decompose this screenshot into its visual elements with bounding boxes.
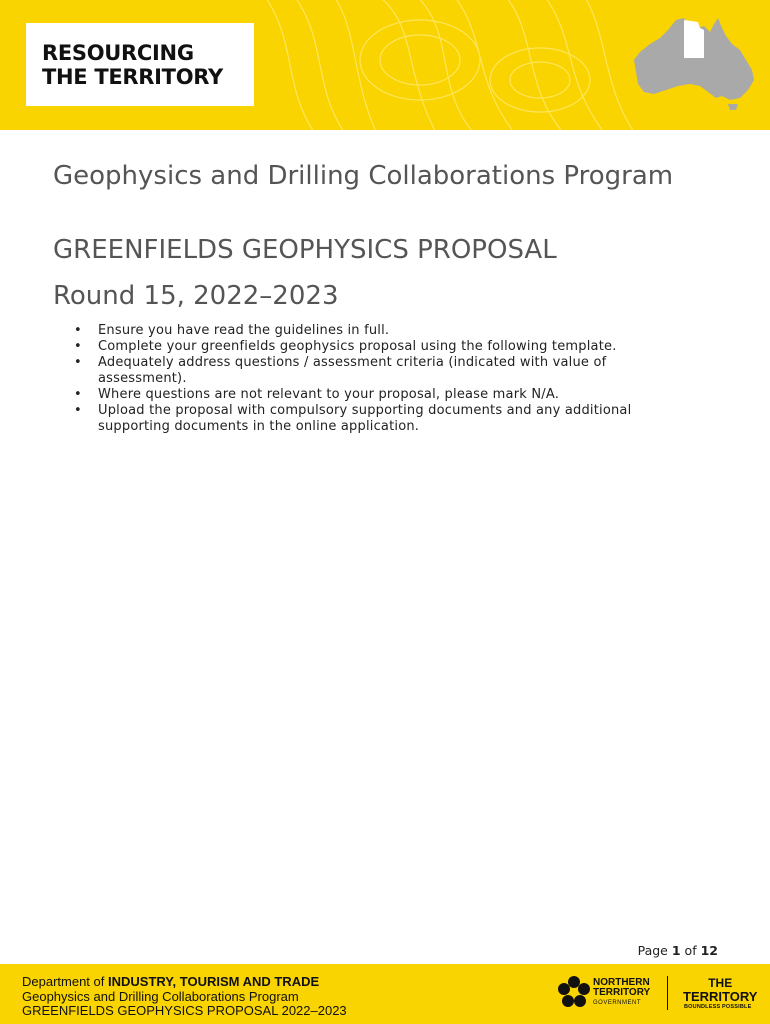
bullet-icon: • [74, 339, 82, 354]
territory-line-1: THE [708, 976, 733, 990]
list-item-text: Upload the proposal with compulsory supporting documents and any additional supporting documents in the online application. [98, 403, 632, 434]
list-item-text: Where questions are not relevant to your proposal, please mark N/A. [98, 387, 560, 402]
current-page: 1 [671, 943, 681, 958]
logo-divider [667, 976, 668, 1010]
list-item [74, 355, 694, 387]
dept-name: INDUSTRY, TOURISM AND TRADE [108, 974, 320, 989]
footer-banner [0, 964, 770, 1024]
page-indicator [638, 943, 718, 958]
list-item [74, 387, 694, 403]
resourcing-territory-logo [26, 23, 254, 106]
the-territory-logo [683, 977, 757, 1003]
header-banner [0, 0, 770, 130]
bullet-icon: • [74, 323, 82, 338]
nt-line-2: TERRITORY [593, 987, 651, 998]
footer-department [22, 974, 319, 989]
logo-line-1: RESOURCING [42, 41, 194, 65]
nt-government-flower-icon [558, 976, 590, 1008]
bullet-icon: • [74, 403, 82, 418]
footer-document: GREENFIELDS GEOPHYSICS PROPOSAL 2022–2023 [22, 1003, 347, 1018]
page-title: Geophysics and Drilling Collaborations Program [53, 161, 674, 191]
instruction-list [74, 323, 694, 435]
bullet-icon: • [74, 387, 82, 402]
page-of: of [684, 943, 697, 958]
nt-government-label: GOVERNMENT [593, 1000, 642, 1006]
list-item [74, 339, 694, 355]
australia-map-icon [632, 14, 758, 110]
list-item [74, 323, 694, 339]
territory-tagline: BOUNDLESS POSSIBLE [684, 1004, 752, 1010]
logo-line-2: THE TERRITORY [42, 65, 223, 89]
dept-prefix: Department of [22, 974, 105, 989]
list-item [74, 403, 694, 435]
nt-government-logo-text [593, 978, 650, 998]
page-label: Page [637, 943, 668, 958]
list-item-text: Ensure you have read the guidelines in full. [98, 323, 390, 338]
list-item-text: Adequately address questions / assessment criteria (indicated with value of assessment). [98, 355, 607, 386]
footer-program: Geophysics and Drilling Collaborations Program [22, 989, 299, 1004]
territory-line-2: TERRITORY [683, 989, 758, 1004]
round-heading: Round 15, 2022–2023 [53, 281, 339, 311]
document-subtitle: GREENFIELDS GEOPHYSICS PROPOSAL [53, 235, 557, 265]
total-pages: 12 [700, 943, 718, 958]
nt-line-1: NORTHERN [593, 977, 650, 988]
list-item-text: Complete your greenfields geophysics proposal using the following template. [98, 339, 617, 354]
bullet-icon: • [74, 355, 82, 370]
